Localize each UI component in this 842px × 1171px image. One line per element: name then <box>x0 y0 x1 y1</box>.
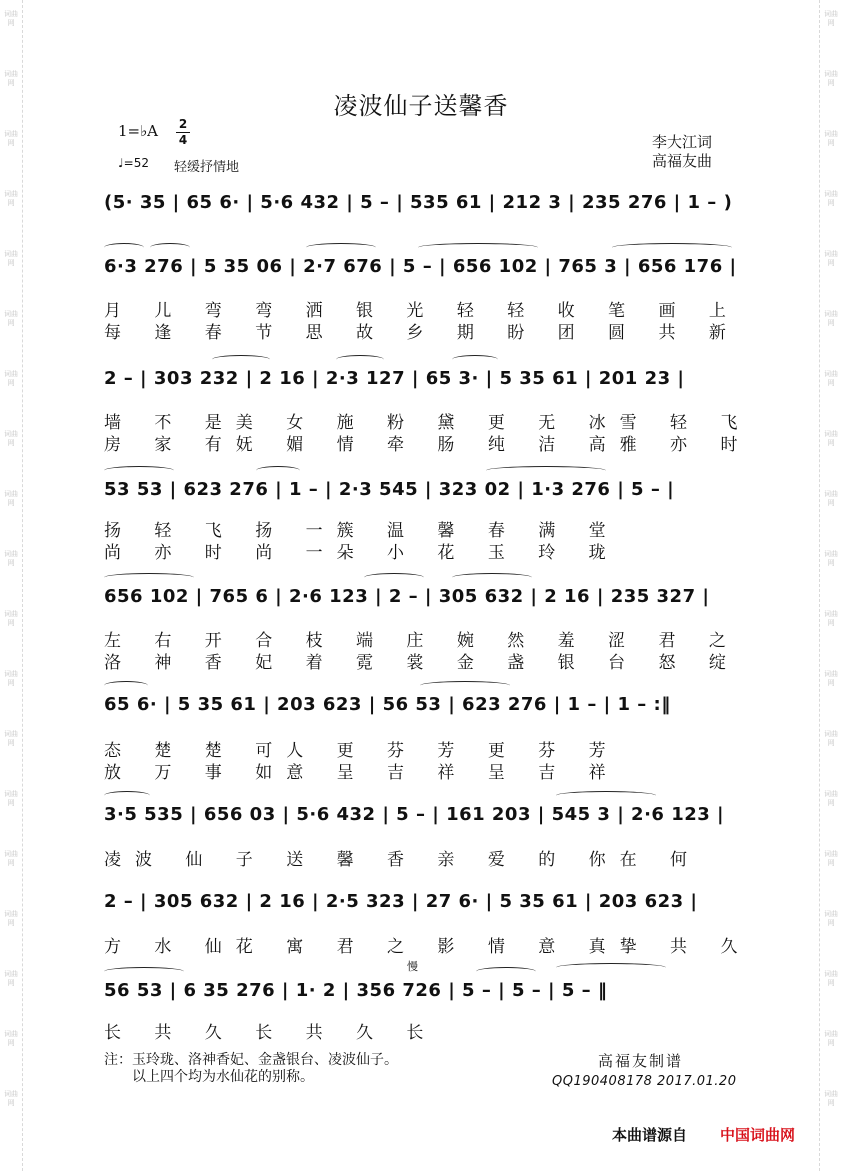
lyric-row-5-verse-1: 左 右 开 合 枝 端 庄 婉 然 羞 涩 君 之 <box>104 631 740 651</box>
qq-date: QQ190408178 2017.01.20 <box>552 1074 737 1089</box>
notes-row-6: 65 6· | 5 35 61 | 203 623 | 56 53 | 623 276 | 1 – | 1 – :‖ <box>104 694 671 715</box>
score-title: 凌波仙子送馨香 <box>333 92 509 120</box>
score-row-8 <box>104 884 744 920</box>
source-label: 本曲谱源自 <box>612 1126 688 1144</box>
slur-mark <box>418 243 538 252</box>
watermark-mark: 词曲网 <box>4 70 18 87</box>
left-watermark-strip <box>0 0 23 1171</box>
time-sig-top: 2 <box>178 117 188 131</box>
footnote-line-2: 以上四个均为水仙花的别称。 <box>132 1069 314 1085</box>
score-row-6 <box>104 687 744 723</box>
lyric-row-5-verse-2: 洛 神 香 妃 着 霓 裳 金 盏 银 台 怒 绽 <box>104 653 740 673</box>
slur-mark <box>104 791 150 800</box>
tempo-mark: ♩=52 <box>118 156 149 170</box>
lyric-row-6-verse-2: 放 万 事 如意 呈 吉 祥 呈 吉 祥 <box>104 763 620 783</box>
slur-mark <box>104 466 174 475</box>
lyric-row-8: 方 水 仙花 寓 君 之 影 情 意 真挚 共 久 <box>104 937 752 957</box>
slur-mark <box>452 573 532 582</box>
watermark-mark: 词曲网 <box>824 190 838 207</box>
watermark-mark: 词曲网 <box>824 1090 838 1107</box>
time-signature <box>176 118 190 147</box>
expression-mark: 轻缓抒情地 <box>174 160 240 175</box>
key-signature: 1=♭A <box>118 122 159 140</box>
watermark-mark: 词曲网 <box>4 1090 18 1107</box>
watermark-mark: 词曲网 <box>824 490 838 507</box>
watermark-mark: 词曲网 <box>4 310 18 327</box>
lyric-row-6-verse-1: 态 楚 楚 可人 更 芬 芳 更 芬 芳 <box>104 741 620 761</box>
watermark-mark: 词曲网 <box>824 310 838 327</box>
lyric-row-7: 凌波 仙 子 送 馨 香 亲 爱 的 你在 何 <box>104 850 702 870</box>
lyricist: 李大江词 <box>652 133 713 151</box>
lyric-row-2-verse-1: 月 儿 弯 弯 洒 银 光 轻 轻 收 笔 画 上 <box>104 301 740 321</box>
slur-mark <box>212 355 270 364</box>
notes-row-1: (5· 35 | 65 6· | 5·6 432 | 5 – | 535 61 | 212 3 | 235 276 | 1 – ) <box>104 192 733 213</box>
slow-mark: 慢 <box>407 960 418 973</box>
slur-mark <box>364 573 424 582</box>
slur-mark <box>104 573 194 582</box>
lyric-row-3-verse-1: 墙 不 是美 女 施 粉 黛 更 无 冰雪 轻 飞 <box>104 413 752 433</box>
score-row-7 <box>104 797 744 833</box>
watermark-mark: 词曲网 <box>824 610 838 627</box>
watermark-mark: 词曲网 <box>4 790 18 807</box>
watermark-mark: 词曲网 <box>4 910 18 927</box>
slur-mark <box>556 791 656 800</box>
score-row-9 <box>104 973 744 1009</box>
lyric-row-3-verse-2: 房 家 有妩 媚 情 牵 肠 纯 洁 高雅 亦 时 <box>104 435 752 455</box>
watermark-mark: 词曲网 <box>4 370 18 387</box>
watermark-mark: 词曲网 <box>4 730 18 747</box>
slur-mark <box>306 243 376 252</box>
watermark-mark: 词曲网 <box>824 250 838 267</box>
notes-row-9: 56 53 | 6 35 276 | 1· 2 | 356 726 | 5 – | 5 – | 5 – ‖ <box>104 980 608 1001</box>
watermark-mark: 词曲网 <box>824 430 838 447</box>
notes-row-4: 53 53 | 623 276 | 1 – | 2·3 545 | 323 02 | 1·3 276 | 5 – | <box>104 479 675 500</box>
watermark-mark: 词曲网 <box>824 910 838 927</box>
watermark-mark: 词曲网 <box>4 430 18 447</box>
watermark-mark: 词曲网 <box>824 550 838 567</box>
slur-mark <box>104 243 144 252</box>
watermark-mark: 词曲网 <box>4 190 18 207</box>
notes-row-8: 2 – | 305 632 | 2 16 | 2·5 323 | 27 6· | 5 35 61 | 203 623 | <box>104 891 698 912</box>
slur-mark <box>420 681 510 690</box>
watermark-mark: 词曲网 <box>4 610 18 627</box>
score-row-4 <box>104 472 744 508</box>
slur-mark <box>452 355 498 364</box>
watermark-mark: 词曲网 <box>824 370 838 387</box>
score-row-5 <box>104 579 744 615</box>
slur-mark <box>256 466 300 475</box>
watermark-mark: 词曲网 <box>4 550 18 567</box>
lyric-row-9: 长 共 久 长 共 久 长 <box>104 1023 438 1043</box>
notes-row-3: 2 – | 303 232 | 2 16 | 2·3 127 | 65 3· | 5 35 61 | 201 23 | <box>104 368 685 389</box>
watermark-mark: 词曲网 <box>4 130 18 147</box>
slur-mark <box>476 967 536 976</box>
watermark-mark: 词曲网 <box>4 1030 18 1047</box>
footnote-line-1: 注：玉玲珑、洛神香妃、金盏银台、凌波仙子。 <box>104 1052 398 1068</box>
brand-link[interactable]: 中国词曲网 <box>720 1126 796 1144</box>
watermark-mark: 词曲网 <box>4 250 18 267</box>
lyric-row-4-verse-2: 尚 亦 时 尚 一朵 小 花 玉 玲 珑 <box>104 543 620 563</box>
slur-mark <box>150 243 190 252</box>
notes-row-5: 656 102 | 765 6 | 2·6 123 | 2 – | 305 632 | 2 16 | 235 327 | <box>104 586 710 607</box>
slur-mark <box>556 963 666 972</box>
notes-row-2: 6·3 276 | 5 35 06 | 2·7 676 | 5 – | 656 102 | 765 3 | 656 176 | <box>104 256 737 277</box>
time-sig-bottom: 4 <box>178 133 188 147</box>
watermark-mark: 词曲网 <box>824 1030 838 1047</box>
watermark-mark: 词曲网 <box>824 790 838 807</box>
slur-mark <box>486 466 606 475</box>
slur-mark <box>104 681 148 690</box>
slur-mark <box>104 967 184 976</box>
watermark-mark: 词曲网 <box>824 970 838 987</box>
watermark-mark: 词曲网 <box>824 730 838 747</box>
watermark-mark: 词曲网 <box>4 850 18 867</box>
score-row-1 <box>104 185 744 221</box>
slur-mark <box>336 355 384 364</box>
footnote <box>104 1052 398 1086</box>
slur-mark <box>612 243 732 252</box>
watermark-mark: 词曲网 <box>824 70 838 87</box>
watermark-mark: 词曲网 <box>824 670 838 687</box>
watermark-mark: 词曲网 <box>4 10 18 27</box>
lyric-row-2-verse-2: 每 逢 春 节 思 故 乡 期 盼 团 圆 共 新 <box>104 323 740 343</box>
watermark-mark: 词曲网 <box>824 850 838 867</box>
composer: 高福友曲 <box>652 152 713 170</box>
credits <box>652 133 712 171</box>
watermark-mark: 词曲网 <box>824 130 838 147</box>
watermark-mark: 词曲网 <box>824 10 838 27</box>
right-watermark-strip <box>819 0 842 1171</box>
score-maker: 高福友制谱 <box>598 1052 684 1070</box>
score-row-2 <box>104 249 744 285</box>
watermark-mark: 词曲网 <box>4 490 18 507</box>
notes-row-7: 3·5 535 | 656 03 | 5·6 432 | 5 – | 161 203 | 545 3 | 2·6 123 | <box>104 804 725 825</box>
score-row-3 <box>104 361 744 397</box>
watermark-mark: 词曲网 <box>4 970 18 987</box>
watermark-mark: 词曲网 <box>4 670 18 687</box>
lyric-row-4-verse-1: 扬 轻 飞 扬 一簇 温 馨 春 满 堂 <box>104 521 620 541</box>
